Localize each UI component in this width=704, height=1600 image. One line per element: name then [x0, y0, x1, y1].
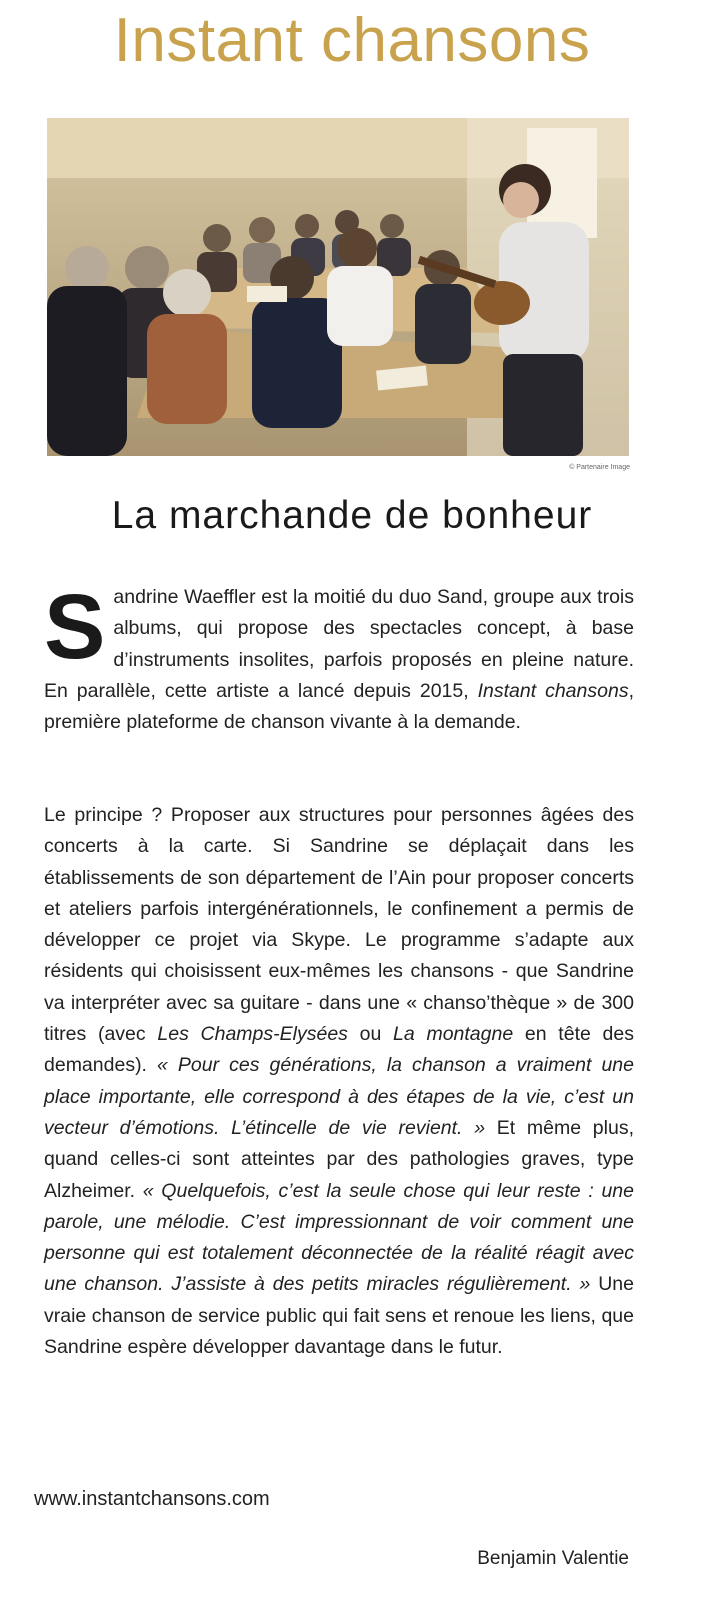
paragraph-italic: Les Champs-Elysées — [157, 1023, 348, 1046]
paragraph-text: en tête des demandes). — [44, 1023, 634, 1077]
paragraph-text: Le principe ? Proposer aux structures pour personnes âgées des concerts à la carte. Si Sandrine se déplaçait dans les établissements de son département de l’Ain pour proposer concerts et ateliers parfois intergénérationnels, le confinement a permis de développer ce projet via Skype. Le programme s’adapte aux résidents qui choisissent eux-mêmes les chansons - que Sandrine va interpréter avec sa guitare - dans une « chanso’thèque » de 300 titres (avec — [44, 804, 634, 1046]
paragraph-text: , première plateforme de chanson vivante à la demande. — [44, 679, 634, 734]
photo-credit: © Partenaire Image — [569, 464, 630, 471]
article-paragraph-1 — [44, 576, 634, 738]
paragraph-text: andrine Waeffler est la moitié du duo Sand, groupe aux trois albums, qui propose des spectacles concept, à base d’instruments insolites, parfois proposés en pleine nature. En parallèle, cette artiste a lancé depuis 2015, — [44, 586, 634, 702]
quote: « Quelquefois, c’est la seule chose qui leur reste : une parole, une mélodie. C’est impressionnant de voir comment une personne qui est totalement déconnectée de la réalité réagit avec une chanson. J’assiste à des petits miracles régulièrement. » — [44, 1179, 634, 1296]
drop-cap: S — [44, 576, 106, 678]
paragraph-text: Et même plus, quand celles-ci sont atteintes par des pathologies graves, type Alzheimer. — [44, 1116, 634, 1202]
author-byline: Benjamin Valentie — [477, 1548, 629, 1569]
article-subheading: La marchande de bonheur — [111, 494, 593, 537]
quote: « Pour ces générations, la chanson a vraiment une place importante, elle correspond à des étapes de la vie, c’est un vecteur d’émotions. L’étincelle de vie revient. » — [44, 1054, 634, 1139]
paragraph-text: Une vraie chanson de service public qui fait sens et renoue les liens, que Sandrine espère développer davantage dans le futur. — [44, 1273, 634, 1359]
article-paragraph-2 — [44, 800, 634, 1363]
article-photo — [47, 118, 629, 456]
paragraph-text: ou — [347, 1023, 394, 1046]
page-title: Instant chansons — [113, 6, 591, 75]
paragraph-italic: Instant chansons — [477, 679, 629, 702]
website-link[interactable]: www.instantchansons.com — [34, 1488, 270, 1510]
paragraph-italic: La montagne — [393, 1023, 514, 1046]
photo-illustration — [47, 118, 629, 456]
